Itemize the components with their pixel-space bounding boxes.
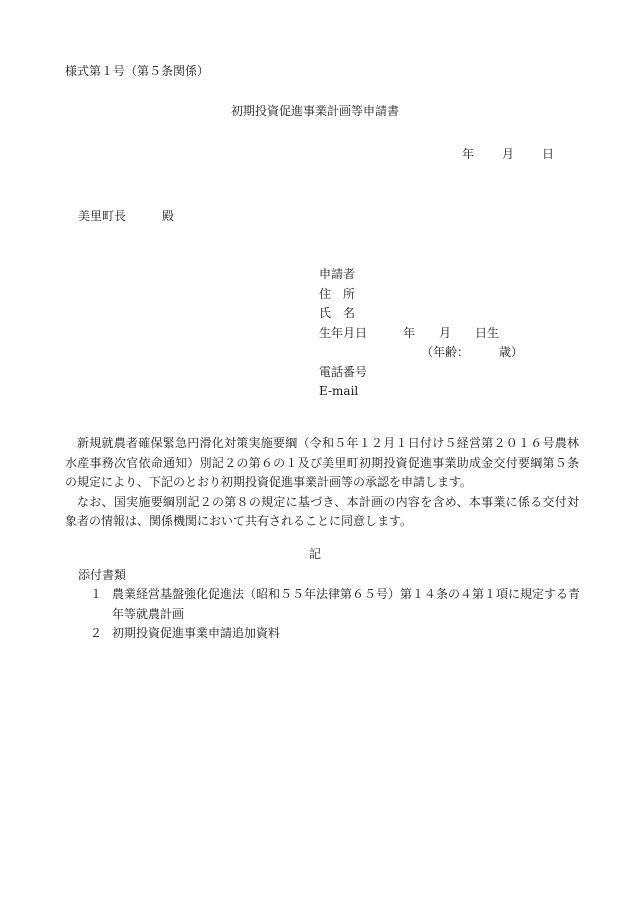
list-item: [90, 624, 580, 644]
date-year: 年: [462, 147, 475, 161]
applicant-block: [319, 265, 523, 402]
document-title: 初期投資促進事業計画等申請書: [230, 104, 399, 118]
birthdate-label: 生年月日 年 月 日生: [319, 325, 500, 340]
date-month: 月: [502, 147, 515, 161]
list-item-number: １: [90, 587, 103, 601]
date-day: 日: [542, 147, 555, 161]
age-label: （年齢： 歳）: [421, 345, 524, 359]
phone-label: 電話番号: [319, 364, 368, 379]
list-item-number: ２: [90, 626, 103, 640]
body-paragraph-request: 新規就農者確保緊急円滑化対策実施要綱（令和５年１２月１日付け５経営第２０１６号農林水産事務次官依命通知）別記２の第６の１及び美里町初期投資促進事業助成金交付要綱第５条の規定により、下記のとおり初期投資促進事業計画等の承認を申請します。: [65, 436, 579, 489]
name-label: 氏 名: [319, 306, 356, 320]
date-line: [462, 146, 554, 162]
address-label: 住 所: [319, 286, 356, 301]
body-text: [65, 434, 579, 532]
ki-heading: 記: [308, 547, 321, 561]
attachments-list: [90, 585, 580, 644]
attachments-heading: 添付書類: [78, 568, 127, 582]
email-label: E-mail: [319, 384, 359, 398]
list-item: [90, 585, 580, 624]
list-item-text: 初期投資促進事業申請追加資料: [112, 626, 281, 640]
addressee: 美里町長 殿: [78, 209, 175, 223]
applicant-heading: 申請者: [319, 267, 356, 281]
form-number: 様式第１号（第５条関係）: [65, 64, 210, 78]
list-item-text: 農業経営基盤強化促進法（昭和５５年法律第６５号）第１４条の４第１項に規定する青年等就農計画: [112, 587, 581, 621]
body-paragraph-consent: なお、国実施要綱別記２の第８の規定に基づき、本計画の内容を含め、本事業に係る交付対象者の情報は、関係機関において共有されることに同意します。: [65, 494, 579, 528]
